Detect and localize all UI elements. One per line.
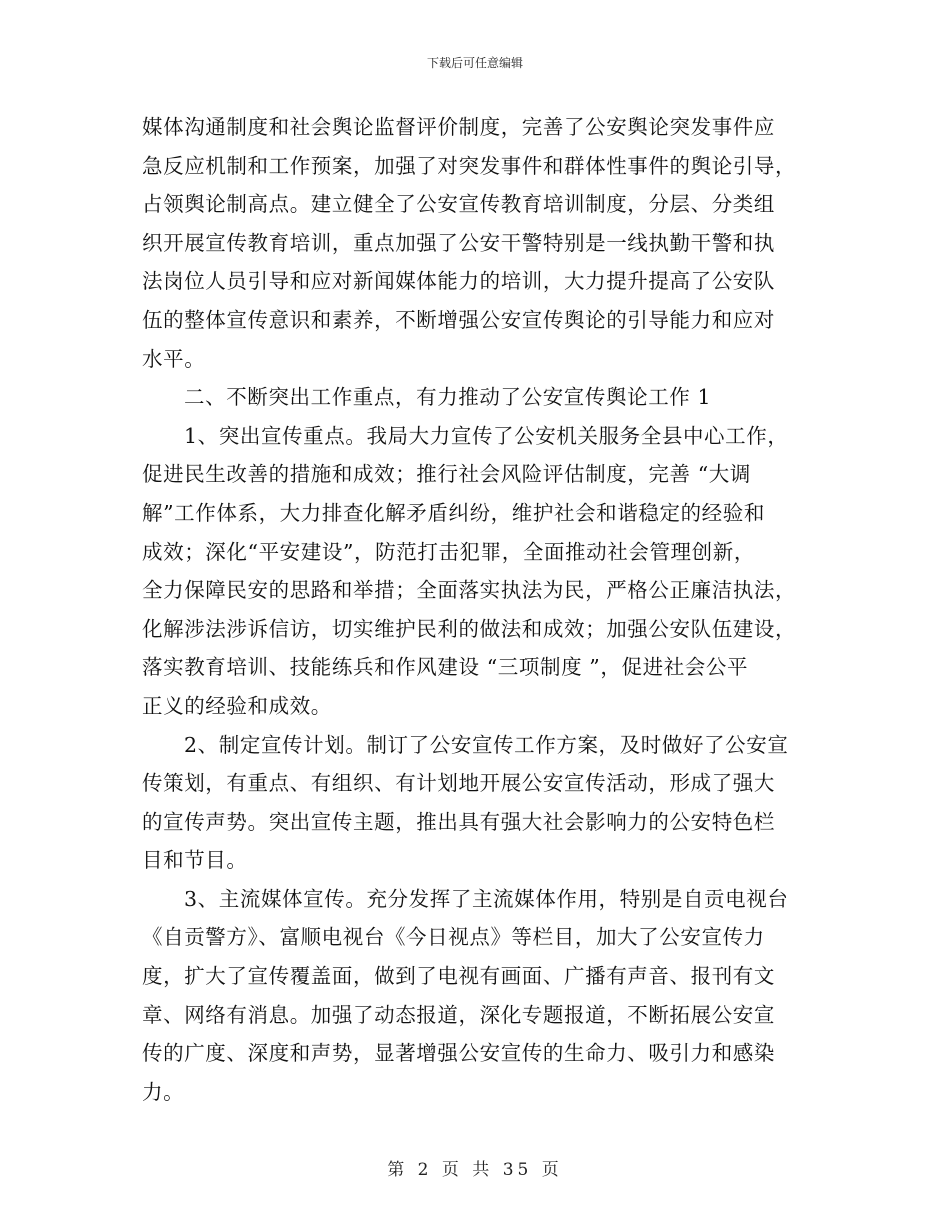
text-line: 目和节目。 [142, 848, 248, 873]
page-header: 下载后可任意编辑 [426, 56, 523, 70]
text-line: 全力保障民安的思路和举措；全面落实执法为民，严格公正廉洁执法， [142, 578, 797, 603]
text-line: 《自贡警方》、富顺电视台《今日视点》等栏目，加大了公安宣传力 [142, 925, 765, 950]
text-line: 二、不断突出工作重点，有力推动了公安宣传舆论工作 1 [184, 385, 712, 410]
text-line: 水平。 [142, 346, 206, 371]
text-line: 占领舆论制高点。建立健全了公安宣传教育培训制度，分层、分类组 [142, 192, 775, 217]
text-line: 法岗位人员引导和应对新闻媒体能力的培训，大力提升提高了公安队 [142, 269, 775, 294]
document-body [142, 108, 822, 1111]
page-footer: 第 2 页 共 35 页 [387, 1160, 563, 1180]
text-line: 落实教育培训、技能练兵和作风建设 “三项制度 ”，促进社会公平 [142, 655, 749, 680]
text-line: 3、主流媒体宣传。充分发挥了主流媒体作用，特别是自贡电视台 [184, 886, 789, 911]
text-line: 成效；深化“平安建设”，防范打击犯罪，全面推动社会管理创新， [142, 539, 755, 564]
text-line: 1、突出宣传重点。我局大力宣传了公安机关服务全县中心工作， [184, 423, 789, 448]
text-line: 的宣传声势。突出宣传主题，推出具有强大社会影响力的公安特色栏 [142, 809, 775, 834]
text-line: 媒体沟通制度和社会舆论监督评价制度，完善了公安舆论突发事件应 [142, 115, 775, 139]
text-line: 2、制定宣传计划。制订了公安宣传工作方案，及时做好了公安宣 [184, 732, 789, 757]
text-line: 化解涉法涉诉信访，切实维护民利的做法和成效；加强公安队伍建设， [142, 616, 797, 641]
text-line: 正义的经验和成效。 [142, 693, 332, 718]
text-line: 伍的整体宣传意识和素养，不断增强公安宣传舆论的引导能力和应对 [142, 307, 775, 332]
text-line: 织开展宣传教育培训，重点加强了公安干警特别是一线执勤干警和执 [142, 230, 775, 255]
text-line: 促进民生改善的措施和成效；推行社会风险评估制度，完善 “大调 [142, 462, 751, 487]
text-line: 传策划，有重点、有组织、有计划地开展公安宣传活动，形成了强大 [142, 771, 775, 796]
text-line: 章、网络有消息。加强了动态报道，深化专题报道，不断拓展公安宣 [142, 1002, 775, 1027]
text-line: 传的广度、深度和声势，显著增强公安宣传的生命力、吸引力和感染 [142, 1041, 775, 1066]
text-line: 度，扩大了宣传覆盖面，做到了电视有画面、广播有声音、报刊有文 [142, 964, 775, 989]
text-line: 解”工作体系，大力排查化解矛盾纠纷，维护社会和谐稳定的经验和 [142, 500, 765, 525]
text-line: 力。 [142, 1079, 185, 1104]
text-line: 急反应机制和工作预案，加强了对突发事件和群体性事件的舆论引导， [142, 153, 797, 178]
